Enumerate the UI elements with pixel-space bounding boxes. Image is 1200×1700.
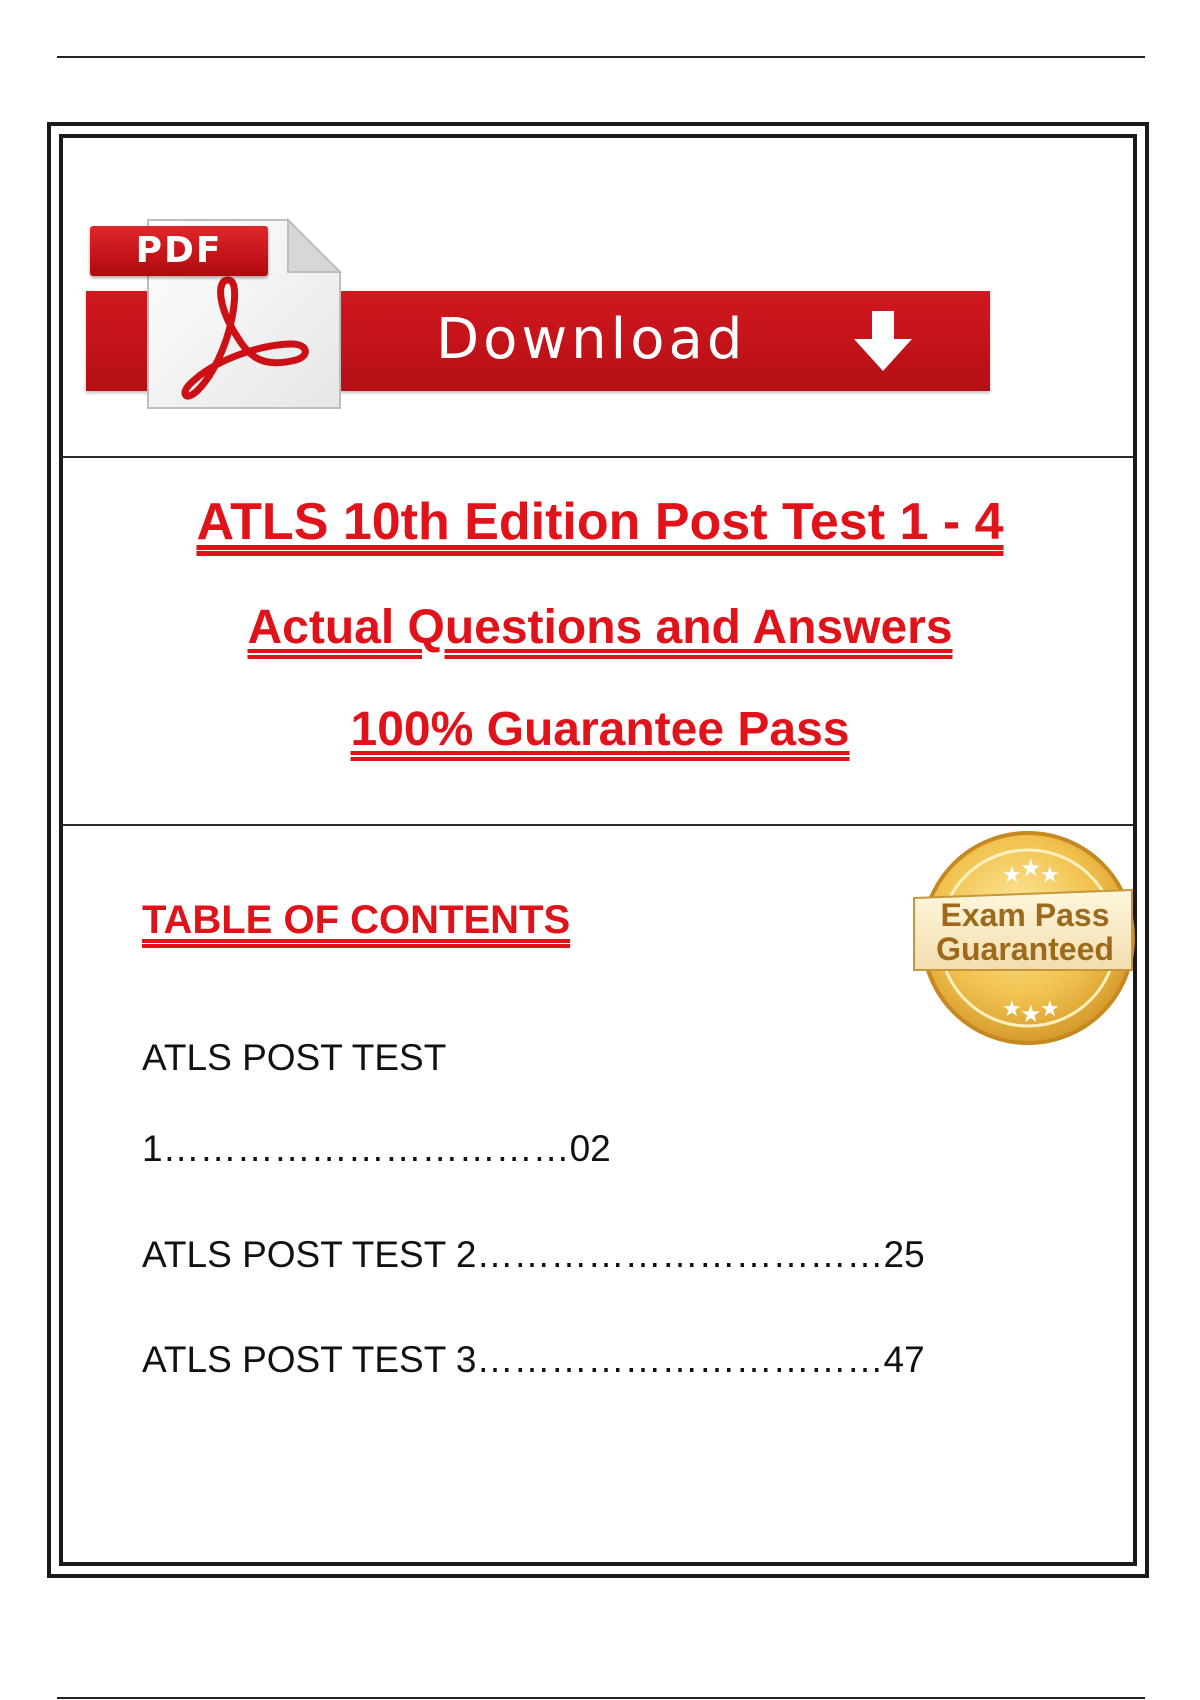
toc-heading: TABLE OF CONTENTS [142,898,571,942]
svg-text:★: ★ [1002,997,1022,1022]
toc-entry[interactable]: ATLS POST TEST 2……………………………25 [142,1234,925,1275]
pdf-tag-label: PDF [90,226,268,276]
svg-text:★: ★ [1020,1000,1042,1028]
download-label: Download [436,307,747,372]
page-bottom-rule [57,1697,1145,1699]
svg-text:★: ★ [1040,863,1060,888]
badge-line2: Guaranteed [936,931,1114,967]
svg-text:★: ★ [1020,854,1042,882]
download-arrow-icon [848,309,918,375]
toc-entry[interactable]: 1……………………………02 [142,1128,611,1169]
document-tagline: 100% Guarantee Pass [350,703,850,756]
svg-text:★: ★ [1040,997,1060,1022]
document-subtitle: Actual Questions and Answers [247,601,953,654]
svg-text:★: ★ [1002,863,1022,888]
toc-entry[interactable]: ATLS POST TEST 3……………………………47 [142,1339,925,1380]
exam-pass-badge-icon [910,820,1135,1060]
document-title: ATLS 10th Edition Post Test 1 - 4 [196,493,1004,551]
section-divider-top [63,456,1133,458]
toc-entry[interactable]: ATLS POST TEST [142,1037,447,1078]
badge-line1: Exam Pass [940,897,1110,933]
page-top-rule [57,56,1145,58]
